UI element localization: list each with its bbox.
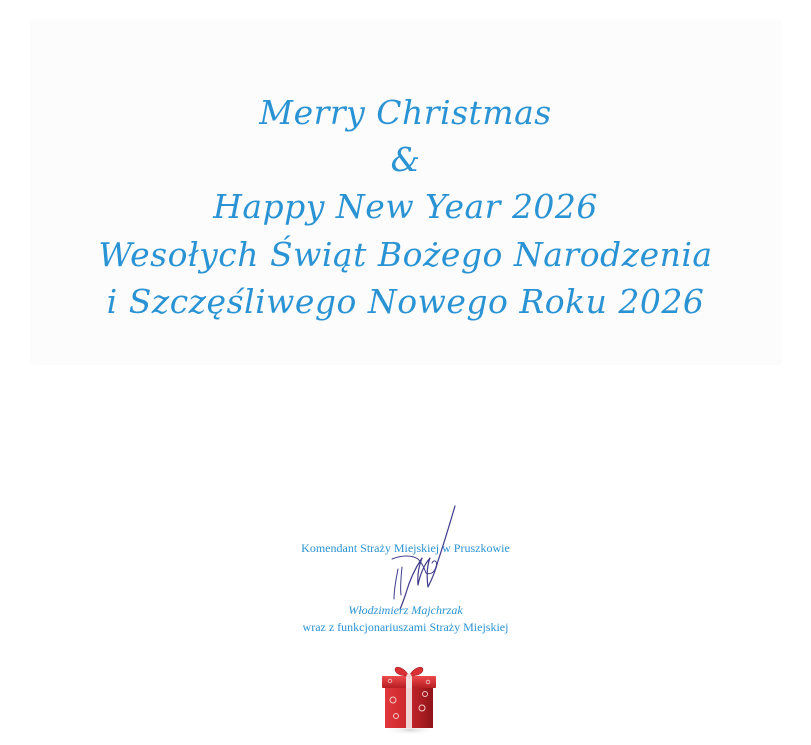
handwritten-signature [372, 503, 467, 611]
greeting-line-happy-new-year: Happy New Year 2026 [213, 187, 598, 226]
signer-name: Włodzimierz Majchrzak [348, 603, 463, 617]
commander-title: Komendant Straży Miejskiej w Pruszkowie [301, 541, 510, 555]
greeting-line-merry-christmas: Merry Christmas [259, 93, 552, 132]
greeting-line-polish-new-year: i Szczęśliwego Nowego Roku 2026 [106, 282, 705, 321]
greeting-line-ampersand: & [390, 140, 421, 179]
closing-line: wraz z funkcjonariuszami Straży Miejskiej [302, 620, 509, 634]
gift-box-icon [376, 660, 442, 736]
greeting-line-polish-christmas: Wesołych Świąt Bożego Narodzenia [98, 235, 713, 274]
